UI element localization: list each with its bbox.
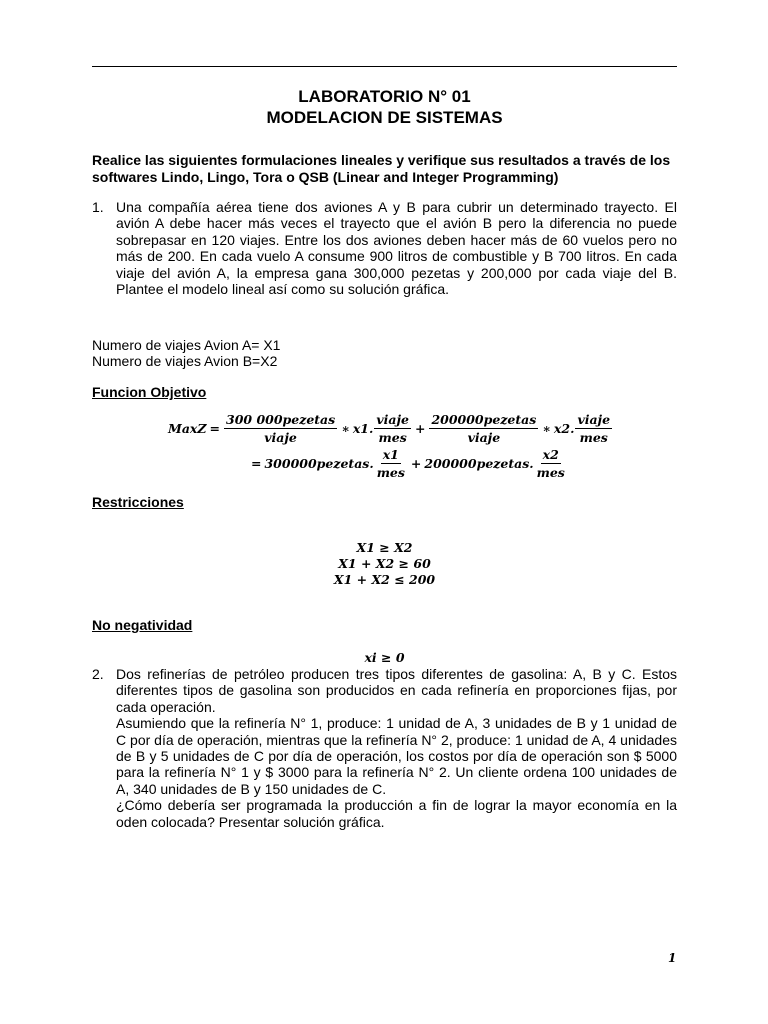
fraction-viaje-per-mes-a	[374, 412, 411, 445]
term-pezetas-b: 200000pezetas.	[424, 456, 534, 471]
problem-1	[92, 199, 677, 297]
restrictions-heading: Restricciones	[92, 494, 184, 510]
term-x1: x1.	[352, 421, 374, 436]
problem-2-paragraph-3: ¿Cómo debería ser programada la producción a fin de lograr la mayor economía en la oden colocada? Presentar solución gráfica.	[116, 797, 677, 830]
variable-x2: Numero de viajes Avion B=X2	[92, 353, 278, 369]
fraction-pezetas-per-viaje-a	[224, 412, 337, 445]
problem-2-paragraph-2: Asumiendo que la refinería N° 1, produce: 1 unidad de A, 3 unidades de B y 1 unidad de C por día de operación, mientras que la refinería N° 2, produce: 1 unidad de A, 4 unidades de B y 5 unidades de C por día de operación, los costos por día de operación son $ 5000 para la refinería N° 1 y $ 3000 para la refinería N° 2. Un cliente ordena 100 unidades de A, 340 unidades de B y 150 unidades de C.	[116, 715, 677, 797]
fraction-denominator: mes	[579, 430, 608, 445]
problem-1-text: Una compañía aérea tiene dos aviones A y B para cubrir un determinado trayecto. El avión A debe hacer más veces el trayecto que el avión B pero la diferencia no puede sobrepasar en 120 viajes. Entre los dos aviones deben hacer más de 60 vuelos pero no más de 200. En cada vuelo A consume 900 litros de combustible y B 700 litros. En cada viaje del avión A, la empresa gana 300,000 pezetas y 200,000 por cada viaje del B. Plantee el modelo lineal así como su solución gráfica.	[116, 199, 677, 298]
objective-lhs: MaxZ	[168, 421, 207, 436]
objective-heading: Funcion Objetivo	[92, 384, 207, 400]
course-title: MODELACION DE SISTEMAS	[266, 108, 503, 127]
plus-sign: +	[410, 456, 422, 471]
header-rule	[92, 66, 677, 67]
problem-2	[92, 666, 677, 830]
restriction-1: X1 ≥ X2	[356, 540, 413, 555]
page-number: 1	[668, 951, 677, 965]
fraction-numerator: viaje	[577, 412, 611, 427]
non-negativity-heading: No negatividad	[92, 617, 193, 633]
fraction-denominator: mes	[536, 465, 565, 480]
instructions: Realice las siguientes formulaciones lineales y verifique sus resultados a través de los softwares Lindo, Lingo, Tora o QSB (Linear and Integer Programming)	[92, 152, 671, 185]
multiply-sign: ∗	[341, 421, 350, 436]
multiply-sign: ∗	[542, 421, 551, 436]
fraction-numerator: viaje	[376, 412, 409, 427]
lab-title: LABORATORIO N° 01	[298, 87, 471, 106]
equals-sign: =	[209, 421, 220, 436]
restriction-3: X1 + X2 ≤ 200	[333, 572, 436, 587]
fraction-numerator: 300 000pezetas	[226, 412, 336, 427]
fraction-denominator: mes	[376, 465, 405, 480]
problem-2-text	[116, 666, 677, 830]
fraction-viaje-per-mes-b	[575, 412, 612, 445]
objective-equation-line2	[248, 447, 568, 480]
plus-sign: +	[414, 421, 426, 436]
fraction-denominator: viaje	[264, 430, 297, 445]
non-negativity-constraint: xi ≥ 0	[364, 650, 405, 665]
fraction-pezetas-per-viaje-b	[429, 412, 538, 445]
equals-sign: =	[251, 456, 262, 471]
restriction-2: X1 + X2 ≥ 60	[338, 556, 431, 571]
fraction-denominator: viaje	[467, 430, 501, 445]
fraction-x2-per-mes	[535, 447, 567, 480]
problem-2-paragraph-1: Dos refinerías de petróleo producen tres tipos diferentes de gasolina: A, B y C. Estos diferentes tipos de gasolina son producidos en cada refinería en proporciones fijas, por cada operación.	[116, 666, 677, 715]
fraction-numerator: x2	[542, 447, 559, 462]
fraction-denominator: mes	[378, 430, 407, 445]
term-pezetas-a: 300000pezetas.	[264, 456, 374, 471]
fraction-numerator: x1	[382, 447, 399, 462]
problem-1-number: 1.	[92, 199, 104, 215]
variable-x1: Numero de viajes Avion A= X1	[92, 337, 281, 353]
fraction-x1-per-mes	[375, 447, 407, 480]
fraction-numerator: 200000pezetas	[431, 412, 537, 427]
objective-equation-line1	[168, 412, 613, 445]
term-x2: x2.	[553, 421, 575, 436]
problem-2-number: 2.	[92, 666, 104, 682]
